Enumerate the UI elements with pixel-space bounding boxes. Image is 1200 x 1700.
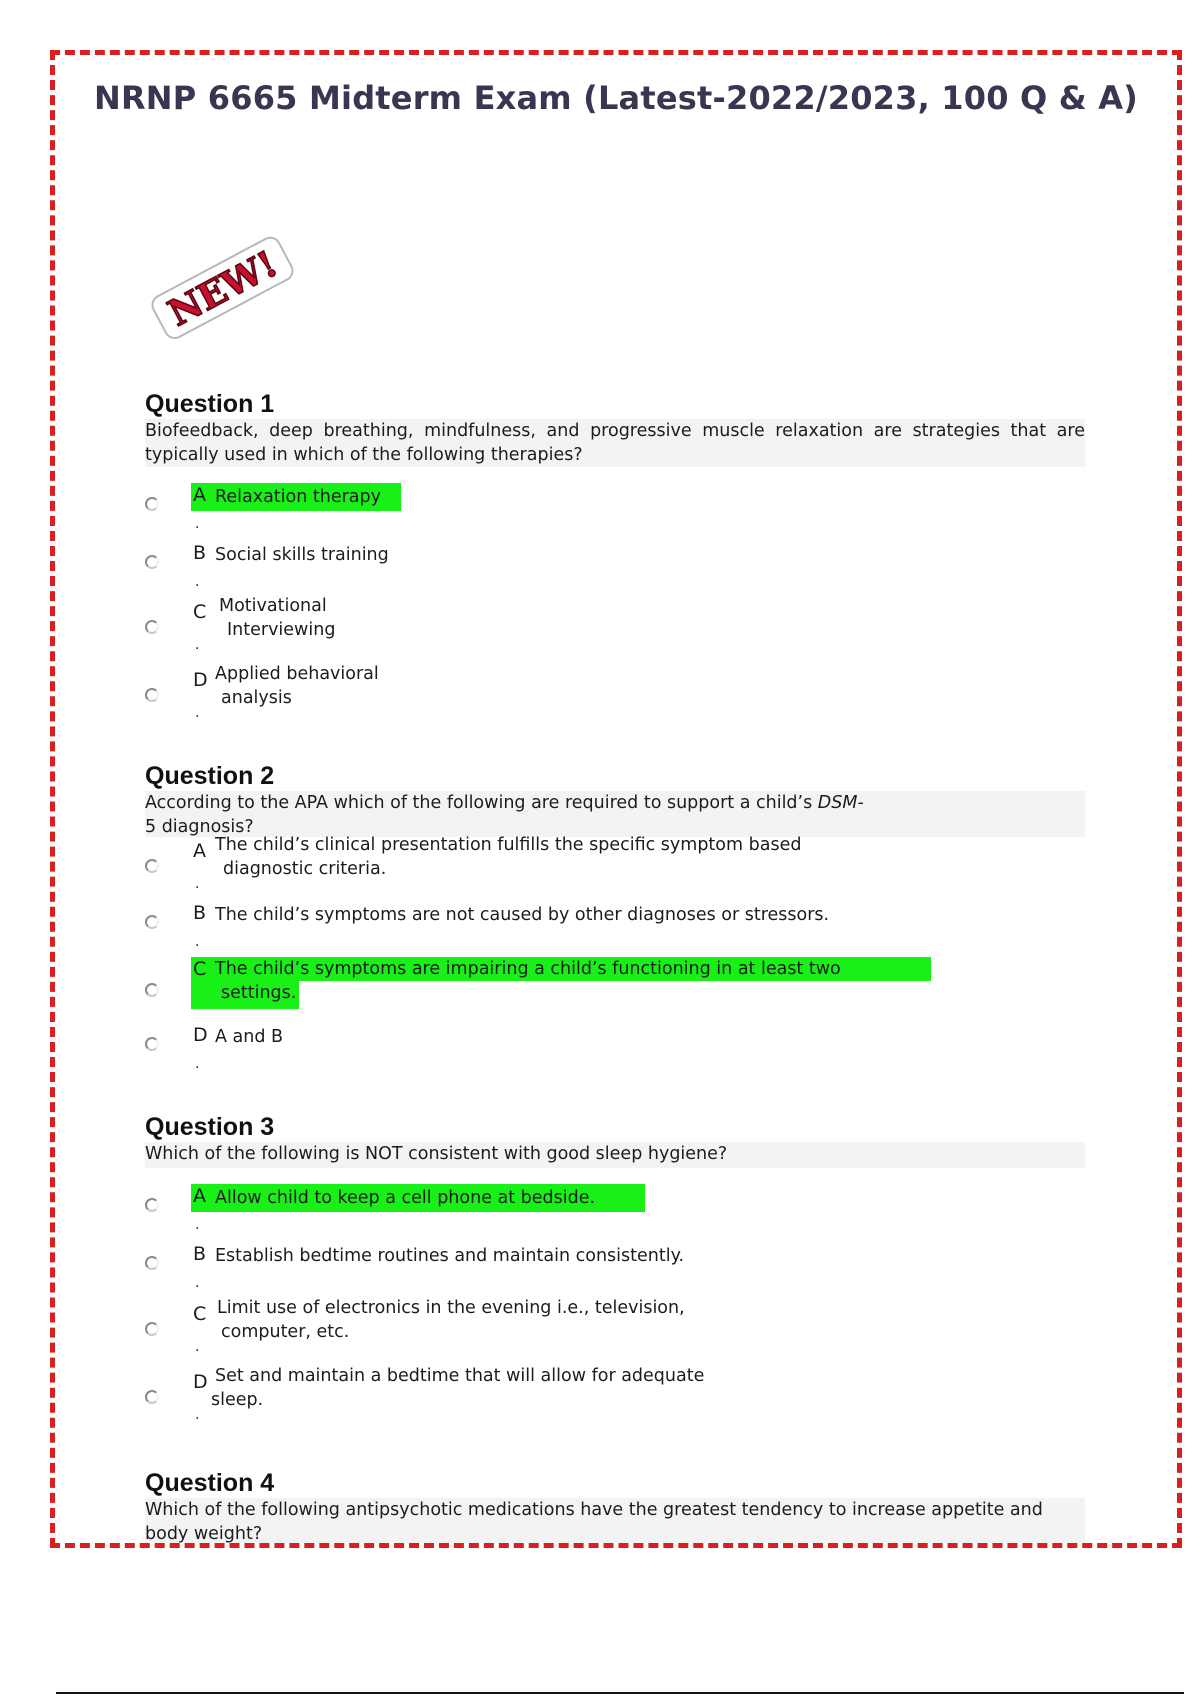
radio-button[interactable] [145, 859, 159, 873]
option-letter: B [193, 902, 207, 924]
option-letter: A [193, 1185, 206, 1207]
option-period: . [195, 1217, 200, 1233]
option-letter: A [193, 484, 206, 506]
option-letter: D [193, 1371, 208, 1393]
option-period: . [195, 1339, 200, 1355]
option-letter: D [193, 669, 208, 691]
option-letter: C [193, 601, 207, 623]
question-title: Question 2 [145, 762, 275, 790]
option-b[interactable] [145, 541, 1045, 591]
page-border [50, 50, 1182, 1548]
option-c[interactable] [145, 594, 1045, 652]
option-b[interactable] [145, 901, 1045, 951]
radio-button[interactable] [145, 555, 159, 569]
option-letter: B [193, 1243, 207, 1265]
radio-button[interactable] [145, 620, 159, 634]
option-letter: A [193, 840, 206, 862]
radio-button[interactable] [145, 1322, 159, 1336]
option-a[interactable] [145, 833, 1045, 891]
question-text: Biofeedback, deep breathing, mindfulness, and progressive muscle relaxation are strategies that are typically used in which of the following therapies? [145, 421, 1085, 465]
option-text: The child’s symptoms are not caused by other diagnoses or stressors. [215, 905, 830, 925]
radio-button[interactable] [145, 1198, 159, 1212]
option-text-line2: diagnostic criteria. [223, 859, 387, 879]
option-c[interactable] [145, 957, 1045, 1021]
option-text-line2: analysis [221, 688, 292, 708]
radio-button[interactable] [145, 1256, 159, 1270]
option-text: The child’s clinical presentation fulfills the specific symptom based [215, 835, 802, 855]
option-text: A and B [215, 1027, 284, 1047]
option-text: The child’s symptoms are impairing a child’s functioning in at least two [215, 959, 841, 979]
question-title: Question 1 [145, 390, 275, 418]
option-text: Social skills training [215, 545, 389, 565]
option-text-line2: settings. [221, 983, 297, 1003]
option-text: Establish bedtime routines and maintain consistently. [215, 1246, 685, 1266]
option-period: . [195, 1407, 200, 1423]
option-a[interactable] [145, 483, 1045, 533]
question-text [145, 791, 1085, 837]
radio-button[interactable] [145, 1037, 159, 1051]
option-letter: D [193, 1024, 208, 1046]
option-period: . [195, 637, 200, 653]
new-badge [141, 224, 303, 351]
option-c[interactable] [145, 1296, 1045, 1354]
option-letter: C [193, 958, 207, 980]
option-d[interactable] [145, 1023, 1045, 1073]
option-period: . [195, 705, 200, 721]
option-a[interactable] [145, 1184, 1045, 1234]
question-text-part: According to the APA which of the following are required to support a child’s [145, 793, 818, 813]
question-3 [145, 1112, 1095, 1423]
radio-button[interactable] [145, 688, 159, 702]
radio-button[interactable] [145, 1390, 159, 1404]
option-text: Allow child to keep a cell phone at bedside. [215, 1188, 596, 1208]
question-text-emphasis: DSM- [817, 793, 864, 813]
option-text: Relaxation therapy [215, 487, 381, 507]
option-text: Set and maintain a bedtime that will allow for adequate [215, 1366, 705, 1386]
question-text-part: 5 diagnosis? [145, 817, 254, 837]
question-title: Question 4 [145, 1469, 275, 1497]
option-d[interactable] [145, 1364, 1045, 1422]
option-letter: C [193, 1303, 207, 1325]
option-text-line2: computer, etc. [221, 1322, 350, 1342]
option-period: . [195, 1275, 200, 1291]
option-d[interactable] [145, 662, 1045, 720]
option-b[interactable] [145, 1242, 1045, 1292]
option-period: . [195, 876, 200, 892]
option-text: Motivational [219, 596, 327, 616]
option-text-line2: sleep. [211, 1390, 264, 1410]
question-title: Question 3 [145, 1113, 275, 1141]
document-title: NRNP 6665 Midterm Exam (Latest-2022/2023, 100 Q & A) [93, 79, 1139, 117]
option-text: Applied behavioral [215, 664, 379, 684]
option-period: . [195, 1056, 200, 1072]
question-text: Which of the following antipsychotic medications have the greatest tendency to increase appetite and body weight? [145, 1498, 1085, 1546]
option-text-line2: Interviewing [227, 620, 336, 640]
radio-button[interactable] [145, 497, 159, 511]
option-text: Limit use of electronics in the evening i.e., television, [217, 1298, 685, 1318]
page-bottom-rule [56, 1692, 1184, 1694]
option-period: . [195, 516, 200, 532]
question-4 [145, 1468, 1095, 1546]
option-letter: B [193, 542, 207, 564]
option-period: . [195, 574, 200, 590]
new-badge-graphic [141, 224, 303, 351]
radio-button[interactable] [145, 915, 159, 929]
question-2 [145, 761, 1095, 1072]
new-badge-text: NEW! [161, 242, 285, 335]
option-period: . [195, 934, 200, 950]
radio-button[interactable] [145, 983, 159, 997]
question-1 [145, 389, 1095, 721]
question-text: Which of the following is NOT consistent with good sleep hygiene? [145, 1142, 1085, 1168]
